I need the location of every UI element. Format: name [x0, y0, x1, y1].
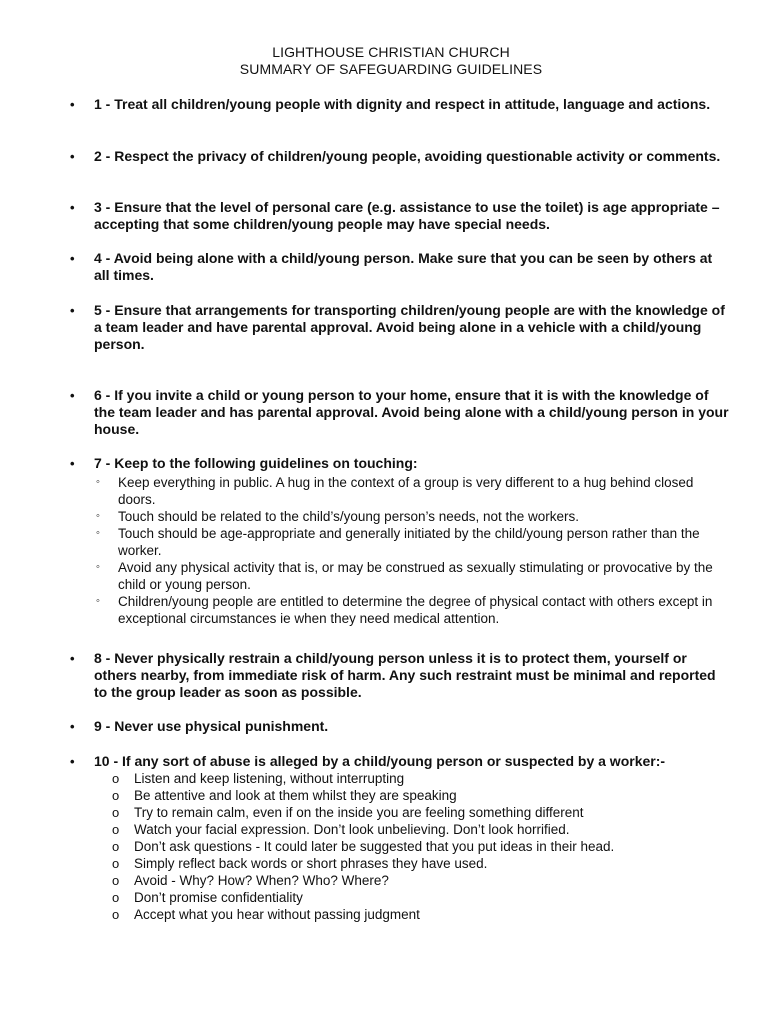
circle-bullet-icon: o: [112, 873, 120, 888]
guideline-4: [70, 250, 730, 284]
guideline-text: 2 - Respect the privacy of children/young people, avoiding questionable activity or comments.: [94, 148, 721, 164]
guideline-5: [70, 302, 730, 353]
bullet-icon: •: [70, 456, 75, 471]
list-item-text: Avoid any physical activity that is, or may be construed as sexually stimulating or provocative by the child or young person.: [118, 560, 713, 592]
list-item-text: Listen and keep listening, without interrupting: [134, 771, 405, 786]
guideline-text: 4 - Avoid being alone with a child/young person. Make sure that you can be seen by others at all times.: [94, 250, 713, 283]
list-item: [112, 770, 730, 787]
list-item: [94, 559, 730, 593]
circle-bullet-icon: o: [112, 805, 120, 820]
sub-bullet-icon: ◦: [96, 595, 100, 607]
guideline-text: 3 - Ensure that the level of personal care (e.g. assistance to use the toilet) is age appropriate – accepting that some children/young people may have special needs.: [94, 199, 720, 232]
list-item: [94, 525, 730, 559]
list-item: [112, 838, 730, 855]
bullet-icon: •: [70, 388, 75, 403]
list-item-text: Touch should be related to the child’s/young person’s needs, not the workers.: [118, 509, 580, 524]
guideline-text: 7 - Keep to the following guidelines on touching:: [94, 455, 418, 471]
list-item: [94, 508, 730, 525]
list-item-text: Don’t ask questions - It could later be suggested that you put ideas in their head.: [134, 839, 615, 854]
guideline-text: 1 - Treat all children/young people with dignity and respect in attitude, language and actions.: [94, 96, 711, 112]
list-item-text: Don’t promise confidentiality: [134, 890, 303, 905]
guideline-6: [70, 387, 730, 438]
list-item: [112, 872, 730, 889]
guideline-2: [70, 148, 730, 165]
touching-guidelines-list: [94, 474, 730, 627]
sub-bullet-icon: ◦: [96, 476, 100, 488]
list-item: [112, 889, 730, 906]
list-item-text: Accept what you hear without passing judgment: [134, 907, 420, 922]
list-item-text: Watch your facial expression. Don’t look unbelieving. Don’t look horrified.: [134, 822, 570, 837]
guideline-8: [70, 650, 730, 701]
circle-bullet-icon: o: [112, 890, 120, 905]
list-item: [112, 787, 730, 804]
circle-bullet-icon: o: [112, 822, 120, 837]
document-title: SUMMARY OF SAFEGUARDING GUIDELINES: [239, 61, 543, 77]
guideline-text: 9 - Never use physical punishment.: [94, 718, 329, 734]
circle-bullet-icon: o: [112, 856, 120, 871]
list-item: [112, 804, 730, 821]
list-item: [112, 906, 730, 923]
bullet-icon: •: [70, 651, 75, 666]
organization-name: LIGHTHOUSE CHRISTIAN CHURCH: [272, 44, 510, 60]
sub-bullet-icon: ◦: [96, 561, 100, 573]
bullet-icon: •: [70, 149, 75, 164]
list-item-text: Keep everything in public. A hug in the context of a group is very different to a hug behind closed doors.: [118, 475, 694, 507]
circle-bullet-icon: o: [112, 907, 120, 922]
bullet-icon: •: [70, 719, 75, 734]
circle-bullet-icon: o: [112, 788, 120, 803]
circle-bullet-icon: o: [112, 839, 120, 854]
guideline-text: 10 - If any sort of abuse is alleged by a child/young person or suspected by a worker:-: [94, 753, 666, 769]
bullet-icon: •: [70, 754, 75, 769]
list-item: [112, 821, 730, 838]
guideline-text: 5 - Ensure that arrangements for transporting children/young people are with the knowledge of a team leader and have parental approval. Avoid being alone in a vehicle with a child/young person.: [94, 302, 725, 352]
guideline-text: 6 - If you invite a child or young person to your home, ensure that it is with the knowledge of the team leader and has parental approval. Avoid being alone with a child/young person in your house.: [94, 387, 729, 437]
list-item: [112, 855, 730, 872]
bullet-icon: •: [70, 200, 75, 215]
sub-bullet-icon: ◦: [96, 510, 100, 522]
bullet-icon: •: [70, 303, 75, 318]
guideline-3: [70, 199, 730, 233]
document-header: [0, 44, 770, 78]
sub-bullet-icon: ◦: [96, 527, 100, 539]
list-item-text: Avoid - Why? How? When? Who? Where?: [134, 873, 389, 888]
abuse-response-list: [112, 770, 730, 923]
guideline-text: 8 - Never physically restrain a child/young person unless it is to protect them, yourself or others nearby, from immediate risk of harm. Any such restraint must be minimal and reported to the group leader as soon as possible.: [94, 650, 716, 700]
bullet-icon: •: [70, 251, 75, 266]
list-item-text: Try to remain calm, even if on the inside you are feeling something different: [134, 805, 584, 820]
guideline-10: [70, 753, 730, 923]
list-item-text: Touch should be age-appropriate and generally initiated by the child/young person rather than the worker.: [118, 526, 700, 558]
circle-bullet-icon: o: [112, 771, 120, 786]
bullet-icon: •: [70, 97, 75, 112]
list-item-text: Simply reflect back words or short phrases they have used.: [134, 856, 488, 871]
list-item-text: Be attentive and look at them whilst they are speaking: [134, 788, 457, 803]
list-item: [94, 474, 730, 508]
guideline-7: [70, 455, 730, 627]
guideline-9: [70, 718, 730, 735]
guideline-1: [70, 96, 730, 113]
list-item: [94, 593, 730, 627]
list-item-text: Children/young people are entitled to determine the degree of physical contact with others except in exceptional circumstances ie when they need medical attention.: [118, 594, 713, 626]
